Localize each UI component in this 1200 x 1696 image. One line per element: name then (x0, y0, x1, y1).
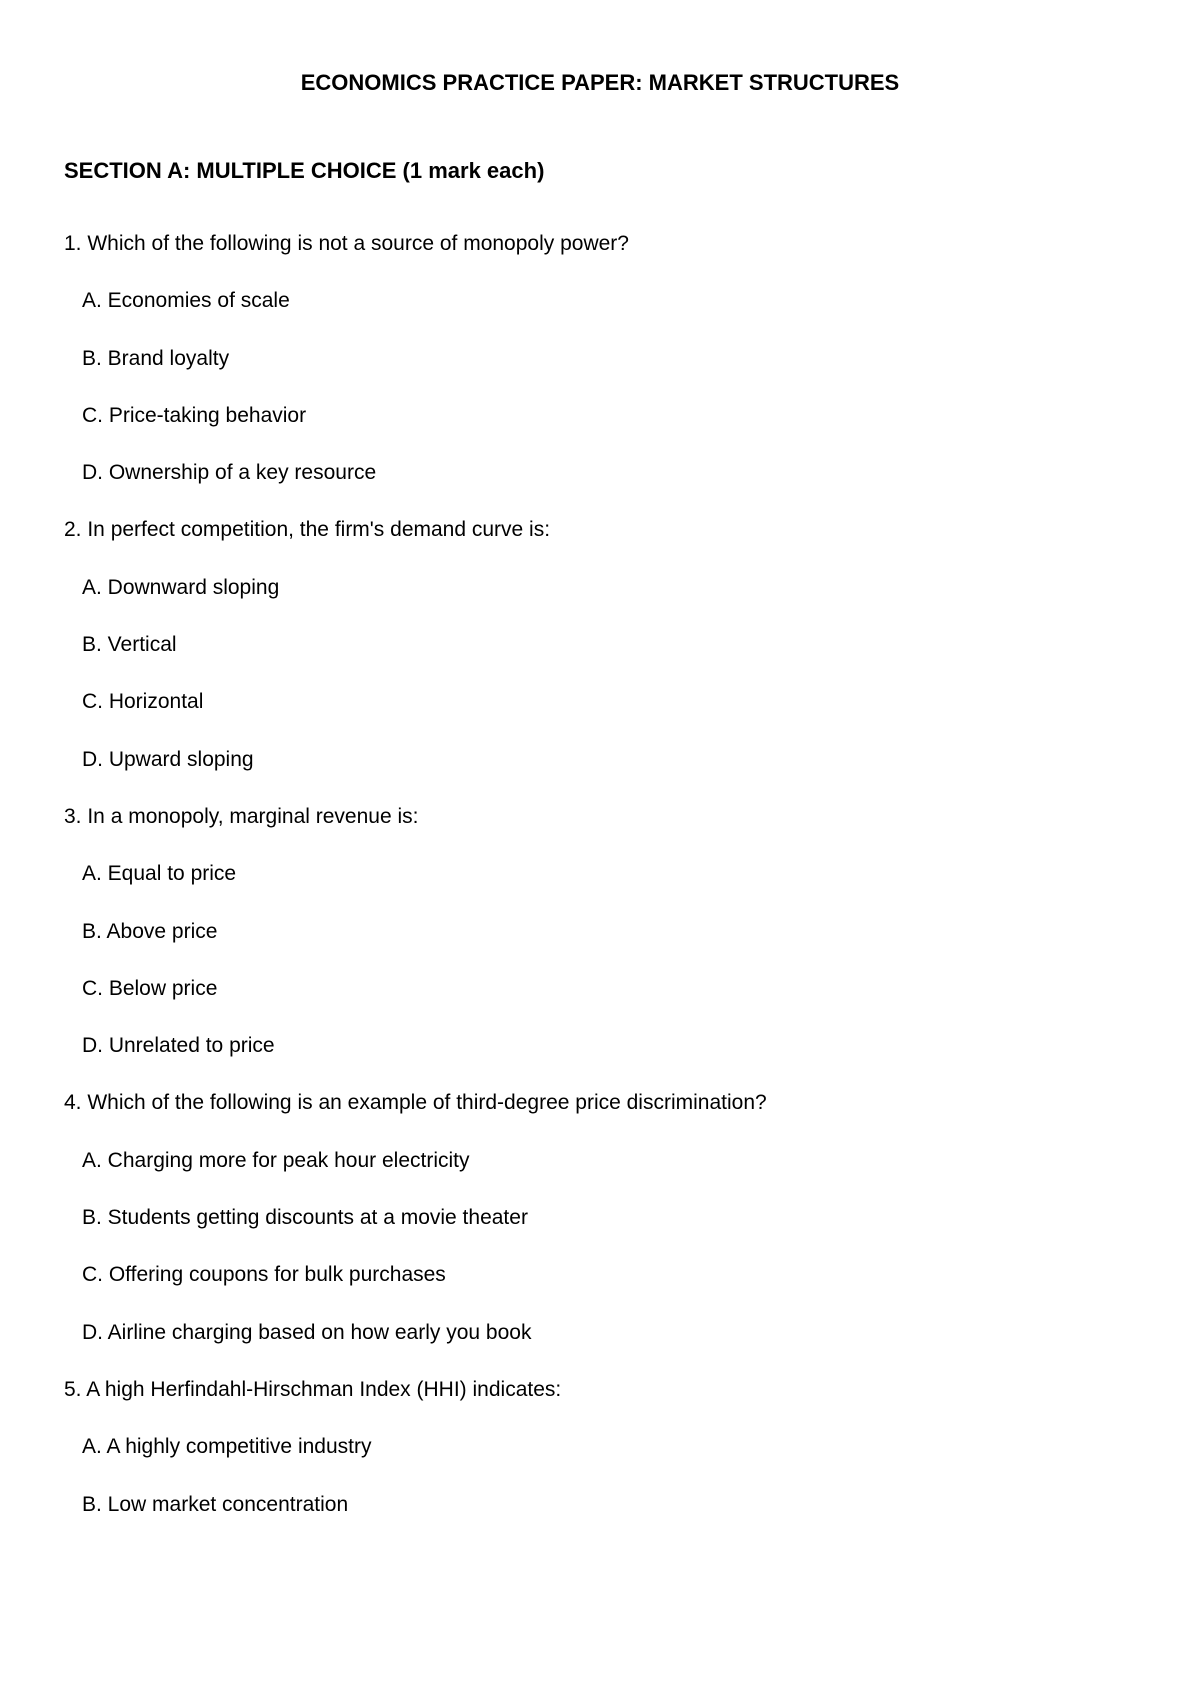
question-2 (64, 517, 1144, 772)
question-list (64, 231, 1144, 1549)
document-title: ECONOMICS PRACTICE PAPER: MARKET STRUCTURES (300, 70, 900, 95)
answer-option: A. A highly competitive industry (82, 1435, 372, 1459)
answer-option: B. Above price (82, 919, 218, 943)
question-stem: 2. In perfect competition, the firm's demand curve is: (64, 518, 551, 542)
answer-option: D. Airline charging based on how early you book (82, 1320, 532, 1344)
question-stem: 1. Which of the following is not a source of monopoly power? (64, 232, 629, 255)
answer-option: D. Upward sloping (82, 747, 254, 771)
answer-option: C. Offering coupons for bulk purchases (82, 1263, 446, 1287)
question-3 (64, 804, 1144, 1059)
question-5 (64, 1377, 1144, 1518)
answer-option: B. Vertical (82, 633, 177, 657)
answer-option: B. Students getting discounts at a movie theater (82, 1206, 528, 1230)
answer-option: A. Charging more for peak hour electricity (82, 1148, 470, 1172)
answer-option: B. Low market concentration (82, 1492, 349, 1516)
answer-option: A. Downward sloping (82, 575, 280, 599)
question-stem: 3. In a monopoly, marginal revenue is: (64, 804, 419, 828)
question-stem: 4. Which of the following is an example of third-degree price discrimination? (64, 1091, 767, 1115)
section-heading: SECTION A: MULTIPLE CHOICE (1 mark each) (64, 158, 545, 183)
answer-option: D. Unrelated to price (82, 1034, 275, 1058)
answer-option: A. Equal to price (82, 862, 237, 886)
question-stem: 5. A high Herfindahl-Hirschman Index (HHI) indicates: (64, 1377, 562, 1401)
answer-option: B. Brand loyalty (82, 346, 230, 370)
question-1 (64, 231, 1144, 486)
answer-option: A. Economies of scale (82, 289, 290, 313)
answer-option: C. Price-taking behavior (82, 403, 307, 427)
answer-option: C. Below price (82, 976, 218, 1000)
question-4 (64, 1090, 1144, 1345)
answer-option: C. Horizontal (82, 690, 204, 714)
answer-option: D. Ownership of a key resource (82, 461, 377, 485)
